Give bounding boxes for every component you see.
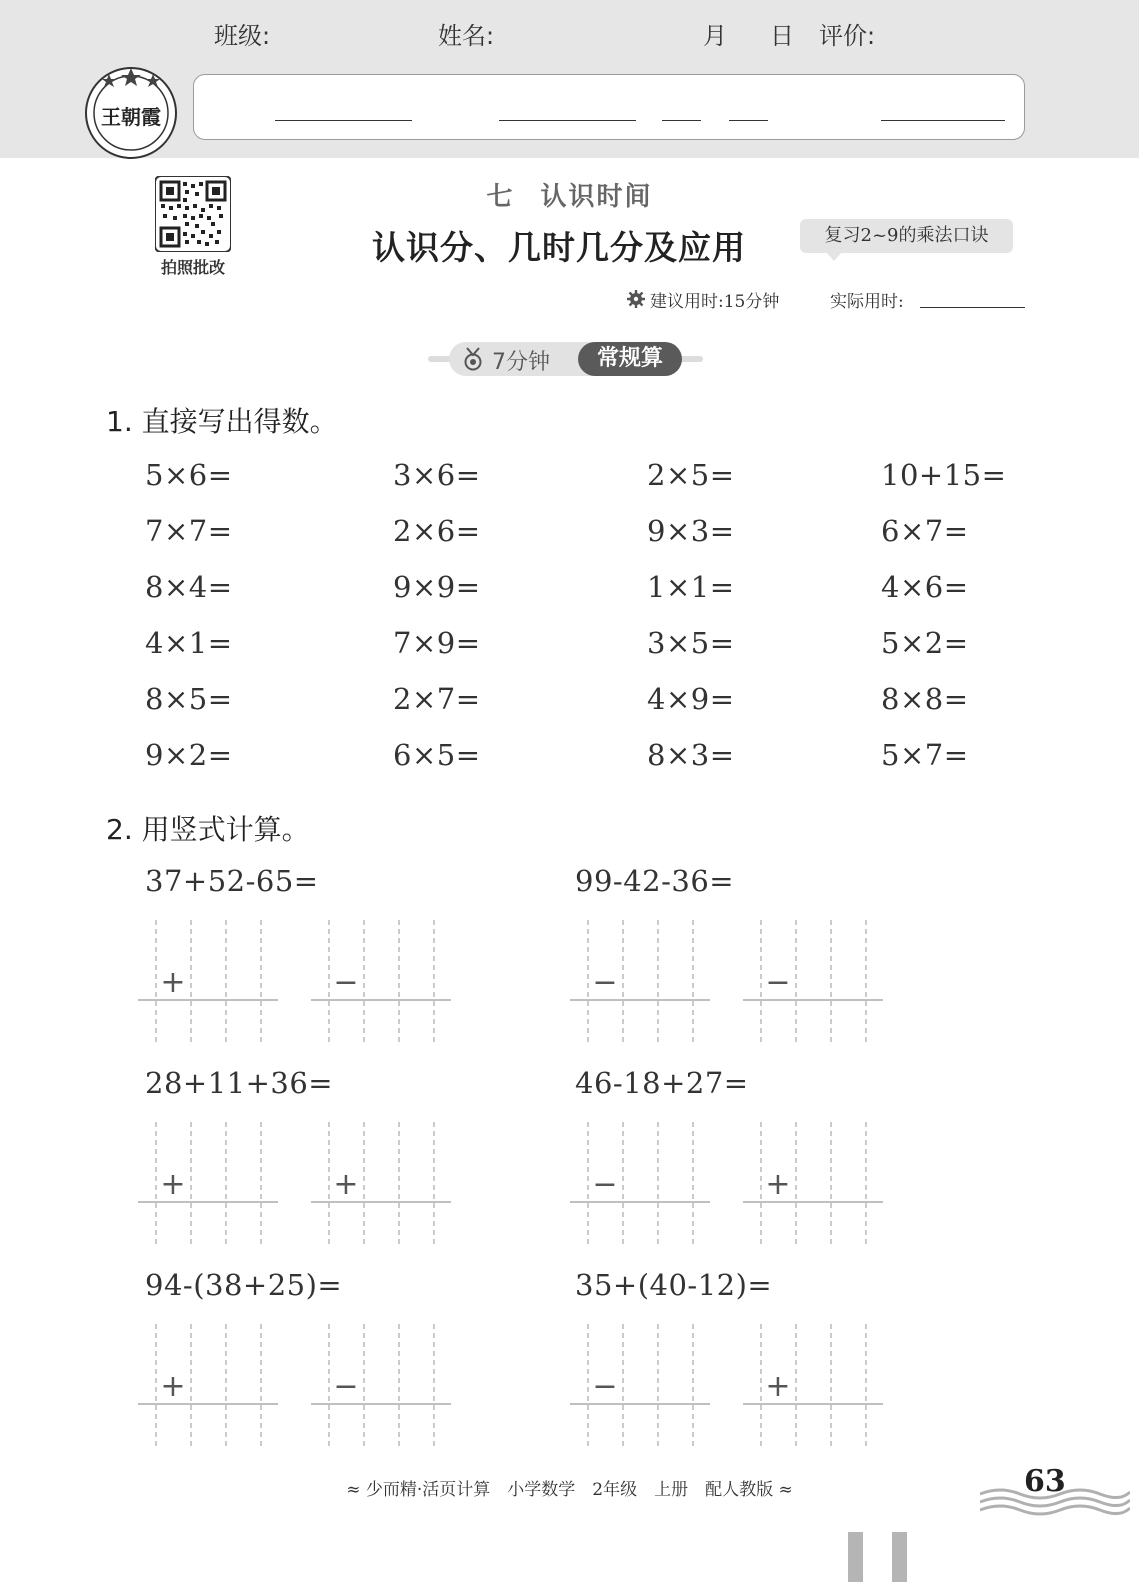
problem-c3-r1: 2×5= (647, 458, 735, 492)
timer-minutes: 7分钟 (492, 350, 550, 375)
day-label: 日 (770, 22, 794, 50)
operator-sign: + (160, 965, 186, 1000)
problem-c3-r2: 9×3= (647, 514, 735, 548)
problem-c1-r3: 8×4= (145, 570, 233, 604)
work-grid[interactable] (570, 1120, 712, 1250)
operator-sign: − (592, 1167, 618, 1202)
chapter-number: 七 (486, 182, 515, 212)
vertical-problem-1: 37+52-65= (145, 864, 319, 898)
operator-sign: + (160, 1167, 186, 1202)
class-label: 班级: (214, 22, 271, 50)
operator-sign: − (765, 965, 791, 1000)
medal-icon (462, 347, 484, 371)
logo-text: 王朝霞 (101, 105, 161, 129)
qr-caption: 拍照批改 (160, 258, 225, 277)
student-info-box (193, 74, 1025, 140)
month-label: 月 (703, 22, 727, 50)
name-label: 姓名: (438, 22, 495, 50)
problem-c3-r4: 3×5= (647, 626, 735, 660)
operator-sign: + (160, 1369, 186, 1404)
problem-c2-r3: 9×9= (393, 570, 481, 604)
problem-c2-r4: 7×9= (393, 626, 481, 660)
actual-time-field[interactable] (920, 307, 1025, 308)
work-grid[interactable] (138, 1120, 280, 1250)
work-grid[interactable] (138, 1322, 280, 1452)
vertical-problem-3: 28+11+36= (145, 1066, 334, 1100)
month-field[interactable] (662, 120, 701, 121)
problem-c2-r6: 6×5= (393, 738, 481, 772)
edge-tab-mark (848, 1532, 863, 1582)
problem-c3-r6: 8×3= (647, 738, 735, 772)
work-grid[interactable] (138, 918, 280, 1048)
work-grid[interactable] (743, 1322, 885, 1452)
work-grid[interactable] (743, 1120, 885, 1250)
vertical-problem-6: 35+(40-12)= (575, 1268, 773, 1302)
page-number: 63 (1024, 1464, 1066, 1499)
vertical-problem-4: 46-18+27= (575, 1066, 749, 1100)
footer-text: ≈ 少而精·活页计算 小学数学 2年级 上册 配人教版 ≈ (346, 1480, 793, 1500)
work-grid[interactable] (311, 918, 453, 1048)
problem-c4-r1: 10+15= (881, 458, 1007, 492)
problem-c1-r5: 8×5= (145, 682, 233, 716)
publisher-logo (84, 66, 178, 160)
operator-sign: + (765, 1369, 791, 1404)
problem-c1-r2: 7×7= (145, 514, 233, 548)
rating-field[interactable] (881, 120, 1005, 121)
section-2-title: 2. 用竖式计算。 (106, 813, 310, 846)
problem-c4-r6: 5×7= (881, 738, 969, 772)
rating-label: 评价: (819, 22, 876, 50)
problem-c1-r1: 5×6= (145, 458, 233, 492)
problem-c1-r6: 9×2= (145, 738, 233, 772)
chapter-heading (0, 176, 1139, 213)
section-1-title: 1. 直接写出得数。 (106, 405, 338, 438)
operator-sign: − (592, 965, 618, 1000)
problem-c2-r2: 2×6= (393, 514, 481, 548)
work-grid[interactable] (311, 1322, 453, 1452)
problem-c2-r1: 3×6= (393, 458, 481, 492)
vertical-problem-5: 94-(38+25)= (145, 1268, 343, 1302)
name-field[interactable] (499, 120, 636, 121)
review-bubble-tail (826, 252, 842, 261)
operator-sign: − (333, 1369, 359, 1404)
operator-sign: − (592, 1369, 618, 1404)
work-grid[interactable] (311, 1120, 453, 1250)
problem-c3-r5: 4×9= (647, 682, 735, 716)
operator-sign: + (333, 1167, 359, 1202)
gear-icon (627, 290, 645, 308)
problem-c4-r4: 5×2= (881, 626, 969, 660)
actual-time-label: 实际用时: (830, 292, 904, 312)
work-grid[interactable] (743, 918, 885, 1048)
category-badge: 常规算 (578, 342, 682, 376)
day-field[interactable] (729, 120, 768, 121)
operator-sign: + (765, 1167, 791, 1202)
problem-c3-r3: 1×1= (647, 570, 735, 604)
class-field[interactable] (275, 120, 412, 121)
suggested-time: 建议用时:15分钟 (650, 292, 780, 312)
work-grid[interactable] (570, 1322, 712, 1452)
problem-c4-r3: 4×6= (881, 570, 969, 604)
problem-c2-r5: 2×7= (393, 682, 481, 716)
review-note-bubble: 复习2~9的乘法口诀 (800, 219, 1013, 253)
edge-tab-mark (892, 1532, 907, 1582)
chapter-name: 认识时间 (540, 182, 653, 212)
lesson-title: 认识分、几时几分及应用 (372, 228, 746, 267)
vertical-problem-2: 99-42-36= (575, 864, 735, 898)
problem-c4-r2: 6×7= (881, 514, 969, 548)
problem-c4-r5: 8×8= (881, 682, 969, 716)
operator-sign: − (333, 965, 359, 1000)
work-grid[interactable] (570, 918, 712, 1048)
problem-c1-r4: 4×1= (145, 626, 233, 660)
